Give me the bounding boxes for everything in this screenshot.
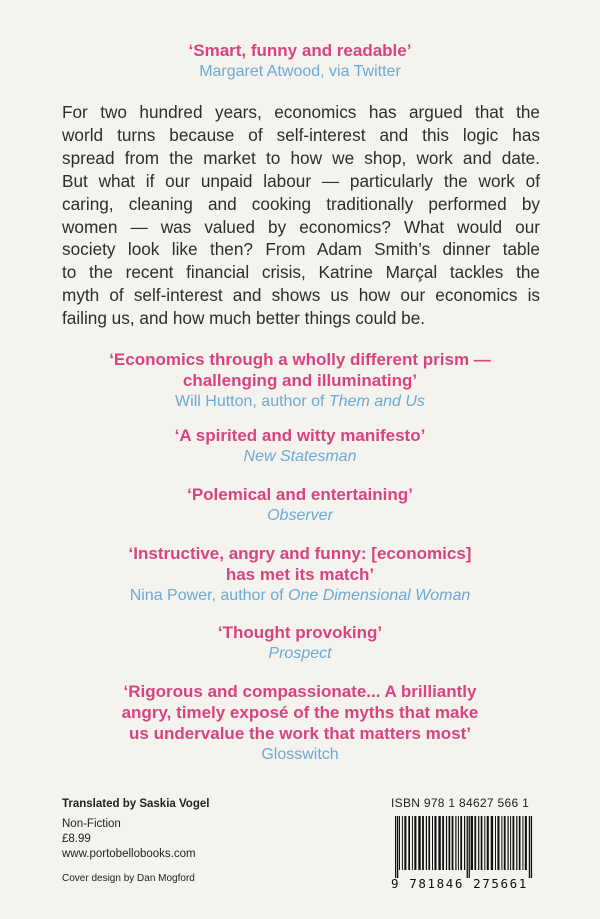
quote-text: ‘Smart, funny and readable’	[188, 41, 412, 60]
barcode-bar	[458, 816, 459, 870]
blurb-line: caring, cleaning and cooking traditionally performed by	[62, 193, 540, 214]
quote-text: ‘Polemical and entertaining’	[187, 485, 413, 504]
barcode-bar	[434, 816, 436, 870]
quote-text: challenging and illuminating’	[182, 371, 418, 390]
quote-text: ‘Instructive, angry and funny: [economics]	[128, 544, 472, 563]
quote-attribution: Prospect	[268, 645, 332, 662]
quote-3	[0, 425, 600, 467]
barcode-bar	[442, 816, 444, 870]
barcode-digits: 9 781846 275661	[391, 876, 528, 891]
quote-attribution: Nina Power, author of One Dimensional Woman	[129, 587, 471, 604]
barcode-bar	[418, 816, 420, 870]
blurb-line: failing us, and how much better things could be.	[62, 308, 426, 329]
barcode-bar	[481, 816, 483, 870]
book-blurb	[62, 101, 540, 330]
quote-text: angry, timely exposé of the myths that make	[121, 703, 479, 722]
quote-attribution: Glosswitch	[261, 746, 339, 763]
barcode-bar	[519, 816, 521, 870]
quote-text: ‘Economics through a wholly different prism —	[109, 350, 491, 369]
barcode-bar	[522, 816, 523, 870]
barcode-bar	[402, 816, 403, 870]
barcode-bar	[471, 816, 473, 870]
blurb-line: to the recent financial crisis, Katrine Marçal tackles the	[62, 262, 540, 283]
barcode-bar	[422, 816, 424, 870]
barcode-bar	[484, 816, 485, 870]
barcode-bar	[428, 816, 430, 870]
barcode-bar	[426, 816, 427, 870]
barcode-bar	[478, 816, 479, 870]
barcode-guard-bar	[467, 816, 468, 878]
barcode-bar	[495, 816, 496, 870]
quote-text: has met its match’	[225, 565, 375, 584]
barcode-bar	[525, 816, 527, 870]
quote-text: ‘A spirited and witty manifesto’	[174, 426, 426, 445]
quote-text: ‘Rigorous and compassionate... A brilliantly	[123, 682, 477, 701]
quote-attribution: New Statesman	[243, 448, 357, 465]
barcode-guard-bar	[469, 816, 470, 878]
barcode-bars	[391, 816, 537, 878]
barcode-bar	[464, 816, 465, 870]
barcode-bar	[460, 816, 462, 870]
quote-7	[0, 681, 600, 765]
blurb-line: women — was valued by economics? What would our	[62, 216, 540, 237]
barcode-guard-bar	[397, 816, 398, 878]
barcode-bar	[446, 816, 447, 870]
category-label: Non-Fiction	[62, 818, 121, 830]
barcode-bar	[399, 816, 400, 870]
barcode-bar	[513, 816, 515, 870]
publisher-website: www.portobellobooks.com	[62, 848, 196, 860]
quote-text: us undervalue the work that matters most’	[129, 724, 471, 743]
quote-1	[0, 40, 600, 82]
barcode-bar	[452, 816, 454, 870]
blurb-line: world turns because of self-interest and this logic has	[62, 124, 540, 145]
quote-6	[0, 622, 600, 664]
barcode-bar	[487, 816, 489, 870]
quote-attribution: Observer	[267, 507, 333, 524]
blurb-line: society look like then? From Adam Smith’s dinner table	[62, 239, 540, 260]
barcode-bar	[474, 816, 476, 870]
quote-attribution: Margaret Atwood, via Twitter	[199, 63, 401, 80]
blurb-line: spread from the market to how we shop, work and date.	[62, 147, 540, 168]
isbn-label: ISBN 978 1 84627 566 1	[391, 796, 530, 810]
barcode-bar	[510, 816, 511, 870]
barcode-bar	[404, 816, 406, 870]
price-label: £8.99	[62, 833, 91, 845]
barcode-bar	[504, 816, 506, 870]
quote-5	[0, 543, 600, 606]
barcode-bar	[497, 816, 499, 870]
quote-text: ‘Thought provoking’	[217, 623, 383, 642]
blurb-line: But what if our unpaid labour — particularly the work of	[62, 170, 540, 191]
barcode-bar	[501, 816, 502, 870]
barcode-guard-bar	[395, 816, 396, 878]
cover-design-credit: Cover design by Dan Mogford	[62, 873, 195, 884]
blurb-line: For two hundred years, economics has argued that the	[62, 102, 540, 122]
barcode-guard-bar	[529, 816, 530, 878]
isbn-barcode	[391, 796, 537, 891]
barcode-bar	[408, 816, 410, 870]
barcode-bar	[449, 816, 451, 870]
barcode-guard-bar	[531, 816, 532, 878]
translator-credit: Translated by Saskia Vogel	[62, 798, 210, 810]
quote-attribution: Will Hutton, author of Them and Us	[175, 393, 425, 410]
barcode-bar	[438, 816, 440, 870]
barcode-bar	[491, 816, 493, 870]
barcode-bar	[412, 816, 413, 870]
barcode-bar	[516, 816, 517, 870]
blurb-line: myth of self-interest and shows us how our economics is	[62, 285, 540, 306]
barcode-bar	[414, 816, 416, 870]
quote-2	[0, 349, 600, 412]
barcode-bar	[455, 816, 456, 870]
quote-4	[0, 484, 600, 526]
barcode-bar	[508, 816, 509, 870]
barcode-bar	[432, 816, 433, 870]
